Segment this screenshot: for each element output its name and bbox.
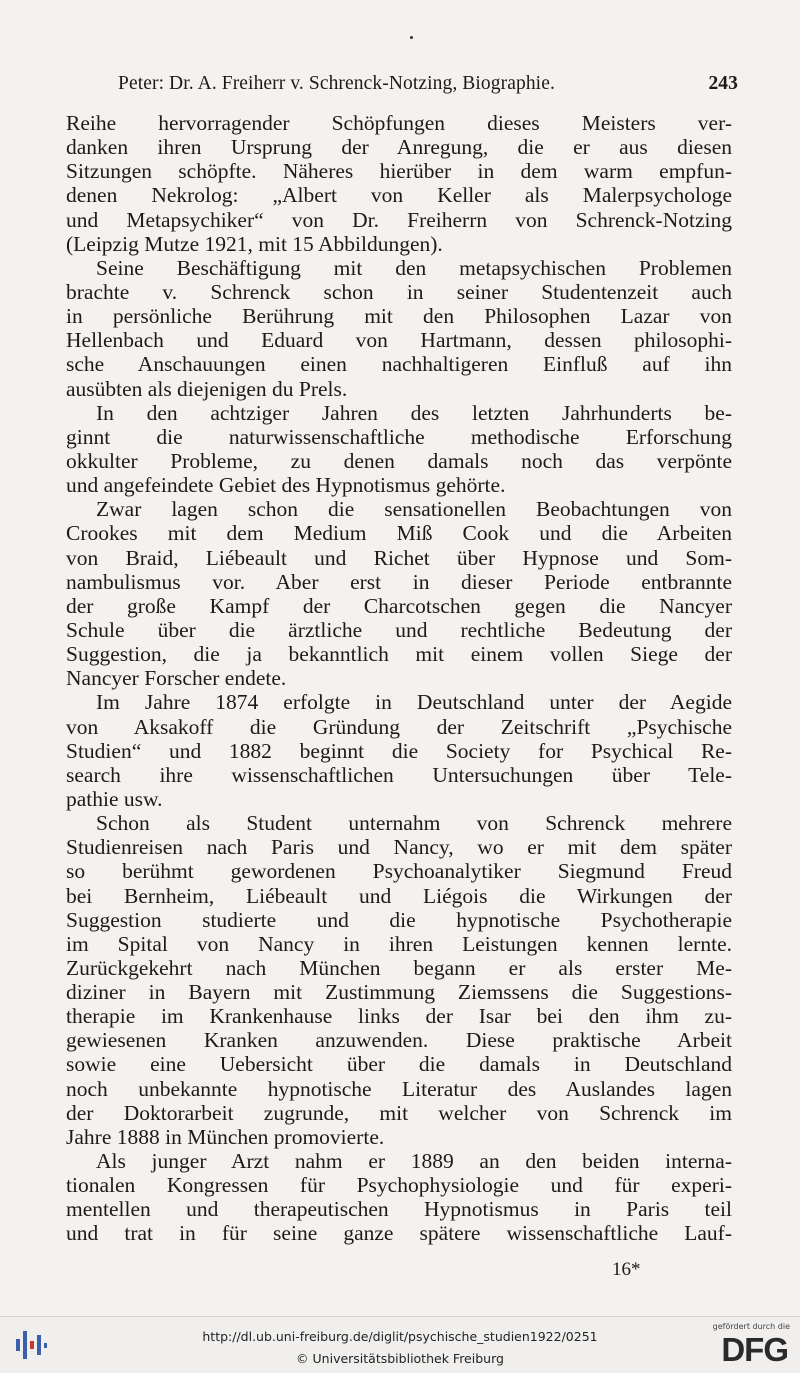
source-url[interactable]: http://dl.ub.uni-freiburg.de/diglit/psychische_studien1922/0251 bbox=[202, 1329, 598, 1344]
text-line: ausübten als diejenigen du Prels. bbox=[66, 376, 348, 401]
text-line: Seine Beschäftigung mit den metapsychischen Problemen bbox=[96, 255, 732, 280]
text-line: mentellen und therapeutischen Hypnotismus in Paris teil bbox=[66, 1197, 732, 1222]
text-line: Crookes mit dem Medium Miß Cook und die Arbeiten bbox=[66, 521, 732, 546]
text-line: gewiesenen Kranken anzuwenden. Diese praktische Arbeit bbox=[66, 1028, 732, 1053]
text-line: Studienreisen nach Paris und Nancy, wo er mit dem später bbox=[66, 835, 732, 860]
dfg-logo: DFG bbox=[721, 1331, 788, 1368]
text-line: Als junger Arzt nahm er 1889 an den beiden interna- bbox=[96, 1149, 732, 1174]
text-line: sowie eine Uebersicht über die damals in Deutschland bbox=[66, 1052, 732, 1077]
text-line: ginnt die naturwissenschaftliche methodische Erforschung bbox=[66, 424, 732, 449]
text-line: und trat in für seine ganze spätere wissenschaftliche Lauf- bbox=[66, 1221, 732, 1246]
text-line: und Metapsychiker“ von Dr. Freiherrn von Schrenck-Notzing bbox=[66, 207, 732, 232]
text-line: in persönliche Berührung mit den Philosophen Lazar von bbox=[66, 304, 732, 329]
dfg-caption: gefördert durch die bbox=[712, 1322, 790, 1331]
text-line: und angefeindete Gebiet des Hypnotismus gehörte. bbox=[66, 473, 506, 498]
signature-mark: 16* bbox=[612, 1259, 641, 1280]
text-line: Jahre 1888 in München promovierte. bbox=[66, 1124, 385, 1149]
text-line: Reihe hervorragender Schöpfungen dieses Meisters ver- bbox=[66, 111, 732, 135]
text-line: so berühmt gewordenen Psychoanalytiker Siegmund Freud bbox=[66, 859, 732, 884]
text-line: diziner in Bayern mit Zustimmung Ziemssens die Suggestions- bbox=[66, 980, 732, 1005]
text-line: noch unbekannte hypnotische Literatur des Auslandes lagen bbox=[66, 1076, 732, 1101]
text-line: Zwar lagen schon die sensationellen Beobachtungen von bbox=[96, 497, 732, 522]
text-line: im Spital von Nancy in ihren Leistungen kennen lernte. bbox=[66, 931, 732, 956]
text-line: der große Kampf der Charcotschen gegen die Nancyer bbox=[66, 593, 732, 618]
text-line: danken ihren Ursprung der Anregung, die er aus diesen bbox=[66, 135, 732, 160]
text-line: Sitzungen schöpfte. Näheres hierüber in dem warm empfun- bbox=[66, 159, 732, 184]
text-line: Schon als Student unternahm von Schrenck mehrere bbox=[96, 811, 732, 836]
text-line: (Leipzig Mutze 1921, mit 15 Abbildungen). bbox=[66, 231, 443, 256]
print-speck bbox=[410, 36, 413, 39]
text-line: search ihre wissenschaftlichen Untersuchungen über Tele- bbox=[66, 762, 732, 787]
text-line: bei Bernheim, Liébeault und Liégois die Wirkungen der bbox=[66, 883, 732, 908]
text-line: In den achtziger Jahren des letzten Jahrhunderts be- bbox=[96, 400, 732, 425]
text-line: von Aksakoff die Gründung der Zeitschrift „Psychische bbox=[66, 714, 732, 739]
running-header bbox=[118, 70, 738, 98]
text-line: sche Anschauungen einen nachhaltigeren Einfluß auf ihn bbox=[66, 352, 732, 377]
page-number: 243 bbox=[708, 73, 738, 94]
footer-bar bbox=[0, 1316, 800, 1373]
text-line: Suggestion, die ja bekanntlich mit einem vollen Siege der bbox=[66, 642, 732, 667]
body-text bbox=[66, 111, 732, 1246]
text-line: denen Nekrolog: „Albert von Keller als Malerpsychologe bbox=[66, 183, 732, 208]
copyright-notice: © Universitätsbibliothek Freiburg bbox=[296, 1351, 504, 1366]
text-line: tionalen Kongressen für Psychophysiologie und für experi- bbox=[66, 1173, 732, 1198]
text-line: Zurückgekehrt nach München begann er als erster Me- bbox=[66, 955, 732, 980]
text-line: von Braid, Liébeault und Richet über Hypnose und Som- bbox=[66, 545, 732, 570]
text-line: nambulismus vor. Aber erst in dieser Periode entbrannte bbox=[66, 569, 732, 594]
text-line: Hellenbach und Eduard von Hartmann, dessen philosophi- bbox=[66, 328, 732, 353]
text-line: brachte v. Schrenck schon in seiner Studentenzeit auch bbox=[66, 279, 732, 304]
text-line: Studien“ und 1882 beginnt die Society for Psychical Re- bbox=[66, 738, 732, 763]
text-line: Im Jahre 1874 erfolgte in Deutschland unter der Aegide bbox=[96, 690, 732, 715]
text-line: Nancyer Forscher endete. bbox=[66, 666, 287, 691]
header-title: Peter: Dr. A. Freiherr v. Schrenck-Notzing, Biographie. bbox=[118, 73, 555, 94]
text-line: Schule über die ärztliche und rechtliche Bedeutung der bbox=[66, 617, 732, 642]
text-line: Suggestion studierte und die hypnotische Psychotherapie bbox=[66, 907, 732, 932]
text-line: der Doktorarbeit zugrunde, mit welcher von Schrenck im bbox=[66, 1100, 732, 1125]
text-line: pathie usw. bbox=[66, 786, 163, 811]
text-line: therapie im Krankenhause links der Isar bei den ihm zu- bbox=[66, 1004, 732, 1029]
text-line: okkulter Probleme, zu denen damals noch das verpönte bbox=[66, 448, 732, 473]
